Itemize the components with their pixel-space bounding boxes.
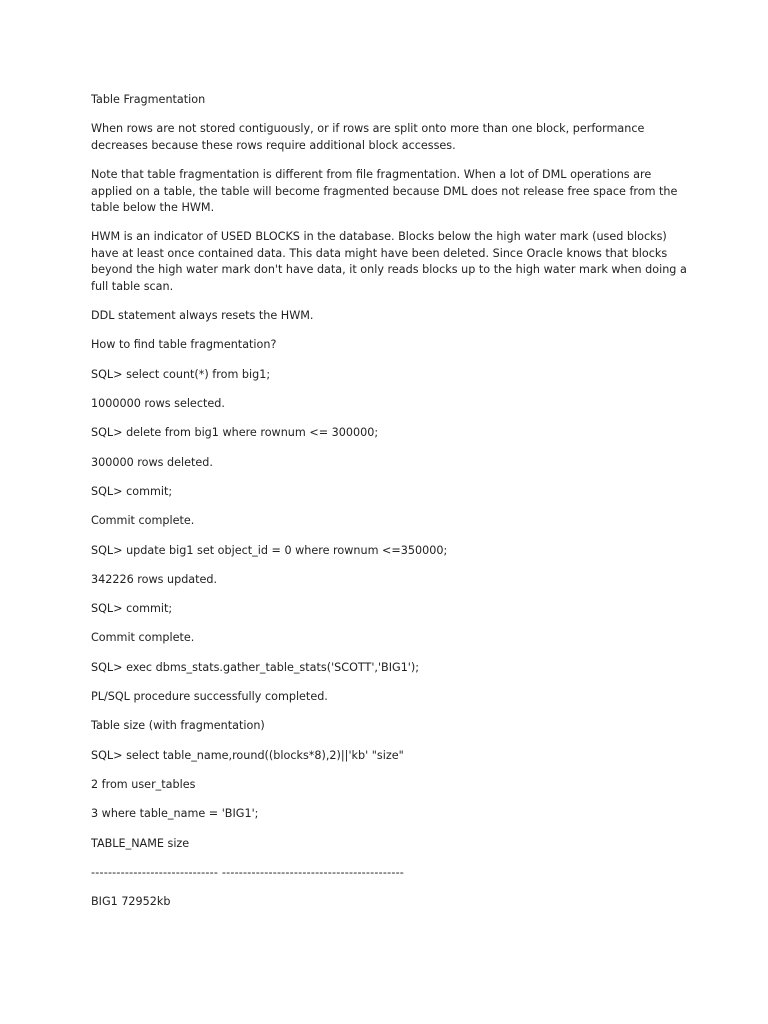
sql-output: Commit complete. bbox=[91, 514, 195, 528]
sql-statement: SQL> select table_name,round((blocks*8),2)||'kb' "size" bbox=[91, 748, 404, 762]
paragraph: When rows are not stored contiguously, or if rows are split onto more than one block, performance decreases because these rows require additional block accesses. bbox=[91, 122, 648, 152]
sql-statement: SQL> commit; bbox=[91, 602, 173, 616]
sql-statement-continuation: 2 from user_tables bbox=[91, 777, 196, 791]
sql-statement-continuation: 3 where table_name = 'BIG1'; bbox=[91, 807, 259, 821]
section-heading: How to find table fragmentation? bbox=[91, 338, 277, 352]
sql-statement: SQL> update big1 set object_id = 0 where rownum <=350000; bbox=[91, 543, 448, 557]
document-body bbox=[91, 92, 691, 923]
result-header: TABLE_NAME size bbox=[91, 836, 190, 850]
document-title: Table Fragmentation bbox=[91, 93, 206, 106]
paragraph: DDL statement always resets the HWM. bbox=[91, 309, 314, 323]
section-heading: Table size (with fragmentation) bbox=[91, 719, 265, 733]
sql-statement: SQL> commit; bbox=[91, 484, 173, 498]
sql-output: 300000 rows deleted. bbox=[91, 455, 213, 469]
sql-statement: SQL> exec dbms_stats.gather_table_stats('SCOTT','BIG1'); bbox=[91, 660, 420, 674]
sql-output: PL/SQL procedure successfully completed. bbox=[91, 690, 328, 704]
sql-output: Commit complete. bbox=[91, 631, 195, 645]
sql-output: 342226 rows updated. bbox=[91, 572, 218, 586]
result-separator: ------------------------------ ------------------------------------------- bbox=[91, 865, 405, 879]
sql-statement: SQL> delete from big1 where rownum <= 300000; bbox=[91, 426, 379, 440]
paragraph: HWM is an indicator of USED BLOCKS in the database. Blocks below the high water mark (used blocks) have at least once contained data. This data might have been deleted. Since Oracle knows that blocks beyond the high water mark don't have data, it only reads blocks up to the high water mark when doing a full table scan. bbox=[91, 230, 691, 293]
sql-statement: SQL> select count(*) from big1; bbox=[91, 367, 271, 381]
sql-output: 1000000 rows selected. bbox=[91, 397, 225, 411]
result-row: BIG1 72952kb bbox=[91, 895, 171, 909]
paragraph: Note that table fragmentation is different from file fragmentation. When a lot of DML operations are applied on a table, the table will become fragmented because DML does not release free space from the table below the HWM. bbox=[91, 168, 681, 215]
